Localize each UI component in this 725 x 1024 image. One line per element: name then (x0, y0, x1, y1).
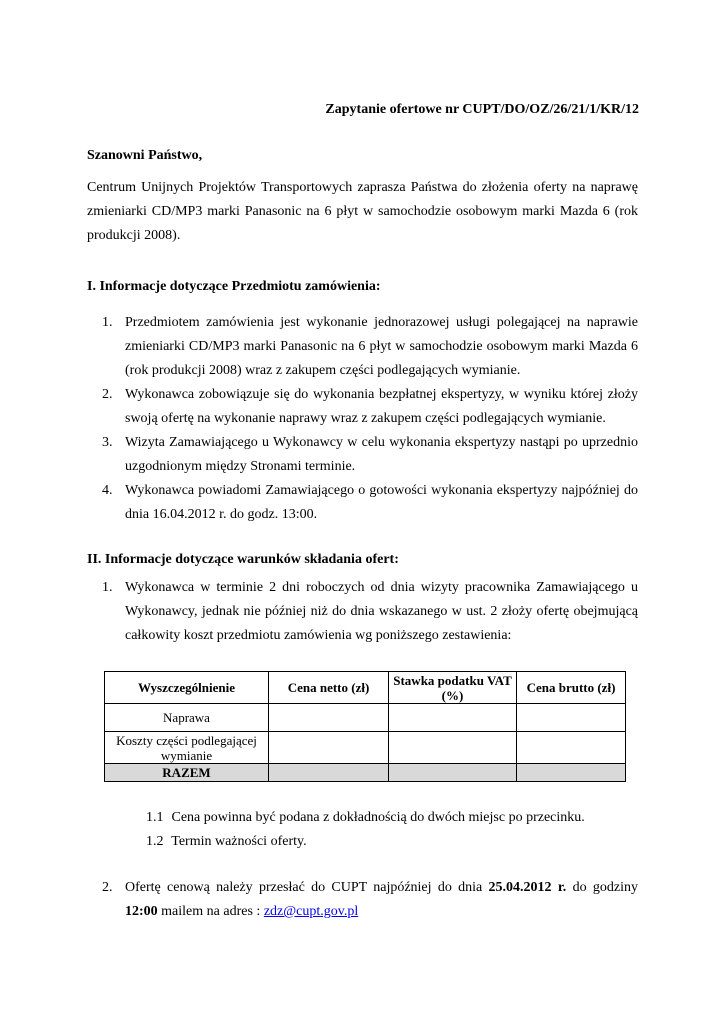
sublist-item (146, 830, 307, 854)
table-cell-empty (389, 764, 517, 782)
list-item-text: mailem na adres : (157, 904, 264, 919)
table-cell-empty (269, 764, 389, 782)
list-item-number: 1. (102, 580, 113, 595)
table-header-cell: Cena brutto (zł) (517, 672, 626, 704)
sublist-item (146, 806, 585, 830)
table-header-row (105, 672, 626, 704)
list-item-text: Wizyta Zamawiającego u Wykonawcy w celu wykonania ekspertyzy nastąpi po uprzednio uzgodnionym między Stronami terminie. (125, 435, 638, 474)
list-item-text: Ofertę cenową należy przesłać do CUPT najpóźniej do dnia (125, 880, 489, 895)
table-cell-empty (517, 704, 626, 732)
table-cell-empty (517, 732, 626, 764)
list-item-text: do godziny (566, 880, 638, 895)
deadline-date: 25.04.2012 r. (488, 880, 567, 895)
table-cell-empty (269, 732, 389, 764)
list-item-number: 2. (102, 880, 113, 895)
table-row-label: Koszty części podlegającej wymianie (105, 732, 269, 764)
list-item-text: Wykonawca w terminie 2 dni roboczych od dnia wizyty pracownika Zamawiającego u Wykonawcy, jednak nie później niż do dnia wskazanego w ust. 2 złoży ofertę obejmującą całkowity koszt przedmiotu zamówienia wg poniższego zestawienia: (125, 580, 638, 643)
table-cell-empty (389, 732, 517, 764)
sublist-item-text: Cena powinna być podana z dokładnością do dwóch miejsc po przecinku. (171, 810, 585, 825)
list-item-number: 2. (102, 387, 113, 402)
pricing-table (104, 671, 626, 782)
list-item (87, 383, 638, 431)
table-cell-empty (269, 704, 389, 732)
list-item-number: 4. (102, 483, 113, 498)
list-item-number: 3. (102, 435, 113, 450)
section-2-list (87, 576, 638, 648)
section-2-heading: II. Informacje dotyczące warunków składania ofert: (87, 552, 399, 567)
section-2-list-continued (87, 876, 638, 924)
intro-paragraph: Centrum Unijnych Projektów Transportowych zaprasza Państwa do złożenia oferty na naprawę zmieniarki CD/MP3 marki Panasonic na 6 płyt w samochodzie osobowym marki Mazda 6 (rok produkcji 2008). (87, 180, 638, 243)
table-cell-empty (389, 704, 517, 732)
list-item (87, 431, 638, 479)
sublist-item-text: Termin ważności oferty. (171, 834, 307, 849)
table-header-cell: Wyszczególnienie (105, 672, 269, 704)
list-item (87, 311, 638, 383)
table-header-cell: Stawka podatku VAT (%) (389, 672, 517, 704)
table-total-row (105, 764, 626, 782)
table-row-label: Naprawa (105, 704, 269, 732)
sublist-item-number: 1.1 (146, 810, 164, 825)
salutation: Szanowni Państwo, (87, 148, 203, 163)
offer-reference-number: Zapytanie ofertowe nr CUPT/DO/OZ/26/21/1/KR/12 (325, 102, 639, 117)
list-item (87, 576, 638, 648)
table-header-cell: Cena netto (zł) (269, 672, 389, 704)
section-1-list (87, 311, 638, 527)
table-total-label: RAZEM (105, 764, 269, 782)
deadline-time: 12:00 (125, 904, 158, 919)
list-item-text: Wykonawca zobowiązuje się do wykonania bezpłatnej ekspertyzy, w wyniku której złoży swoją ofertę na wykonanie naprawy wraz z zakupem części podlegających wymianie. (125, 387, 638, 426)
list-item-text: Przedmiotem zamówienia jest wykonanie jednorazowej usługi polegającej na naprawie zmieniarki CD/MP3 marki Panasonic na 6 płyt w samochodzie osobowym marki Mazda 6 (rok produkcji 2008) wraz z zakupem części podlegających wymianie. (125, 315, 638, 378)
sublist-item-number: 1.2 (146, 834, 164, 849)
email-link[interactable]: zdz@cupt.gov.pl (263, 904, 359, 919)
table-cell-empty (517, 764, 626, 782)
section-1-heading: I. Informacje dotyczące Przedmiotu zamówienia: (87, 279, 381, 294)
table-row (105, 704, 626, 732)
list-item-number: 1. (102, 315, 113, 330)
list-item (87, 876, 638, 924)
list-item (87, 479, 638, 527)
list-item-text: Wykonawca powiadomi Zamawiającego o gotowości wykonania ekspertyzy najpóźniej do dnia 16.04.2012 r. do godz. 13:00. (125, 483, 638, 522)
table-row (105, 732, 626, 764)
